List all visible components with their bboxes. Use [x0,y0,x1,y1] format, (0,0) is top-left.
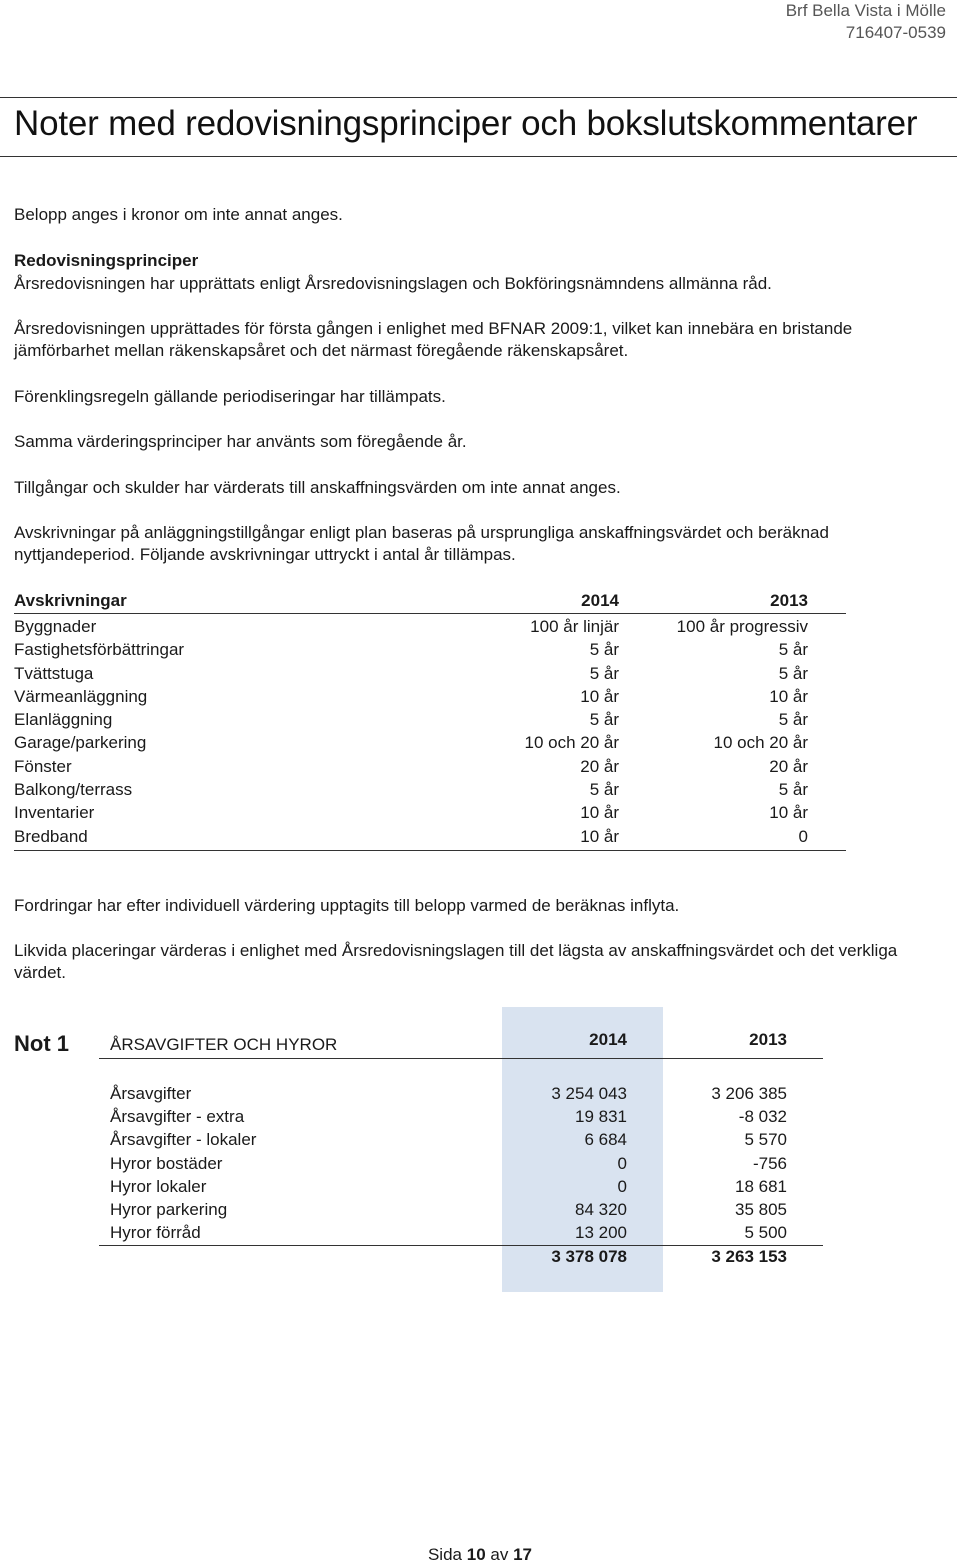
principles-heading: Redovisningsprinciper [14,251,199,270]
assets-text: Tillgångar och skulder har värderats till anskaffningsvärden om inte annat anges. [14,478,621,497]
row-2013: 3 206 385 [711,1084,787,1103]
company-header [786,0,946,44]
row-2014: 10 och 20 år [524,733,619,753]
row-label: Hyror parkering [110,1200,228,1219]
depreciation-text: Avskrivningar på anläggningstillgångar enligt plan baseras på ursprungliga anskaffningsvärdet och beräknad nyttjandeperiod. Följande avskrivningar uttryckt i antal år tillämpas. [14,523,829,564]
depreciation-header-2014: 2014 [581,591,619,610]
note-header-2014: 2014 [589,1030,627,1049]
row-2013: -8 032 [738,1107,787,1126]
org-number: 716407-0539 [845,23,946,42]
row-label: Balkong/terrass [14,780,133,800]
row-label: Årsavgifter - extra [110,1107,245,1126]
row-label: Fönster [14,756,72,776]
row-2013: 35 805 [735,1200,787,1219]
row-2014: 10 år [580,686,619,706]
depreciation-header-label: Avskrivningar [14,591,127,610]
table-row [110,1105,823,1128]
page-title: Noter med redovisningsprinciper och bokslutskommentarer [14,104,918,143]
row-2014: 19 831 [575,1107,627,1126]
row-2014: 6 684 [584,1130,627,1149]
row-2014: 10 år [580,803,619,823]
row-label: Hyror lokaler [110,1177,207,1196]
table-row [110,1152,823,1175]
table-row [14,615,846,638]
row-2013: 5 570 [744,1130,787,1149]
page-current: 10 [466,1545,486,1564]
row-2013: 5 500 [744,1223,787,1242]
row-2014: 3 254 043 [551,1084,627,1103]
company-name: Brf Bella Vista i Mölle [785,1,946,20]
total-row [110,1245,823,1268]
bfnar-text: Årsredovisningen upprättades för första gången i enlighet med BFNAR 2009:1, vilket kan innebära en bristande jämförbarhet mellan räkenskapsåret och det närmast föregående räkenskapsåret. [14,319,853,360]
table-row [110,1128,823,1151]
table-row [110,1198,823,1221]
table-row [14,778,846,801]
depreciation-table [14,589,846,851]
row-label: Garage/parkering [14,733,147,753]
row-2014: 0 [617,1177,627,1196]
table-row [110,1175,823,1198]
total-2013: 3 263 153 [711,1247,787,1266]
row-2014: 0 [617,1154,627,1173]
row-label: Årsavgifter - lokaler [110,1130,257,1149]
row-2014: 100 år linjär [530,617,619,636]
row-label: Inventarier [14,803,95,823]
row-2014: 20 år [580,756,619,776]
row-2013: 18 681 [735,1177,787,1196]
note-title: ÅRSAVGIFTER OCH HYROR [110,1035,338,1054]
table-row [14,662,846,685]
row-2013: 5 år [778,780,808,800]
row-label: Byggnader [14,617,97,636]
row-label: Hyror bostäder [110,1154,223,1173]
row-2013: 5 år [778,663,808,683]
receivables-text: Fordringar har efter individuell värdering upptagits till belopp varmed de beräknas inflyta. [14,896,680,915]
simplification-text: Förenklingsregeln gällande periodiseringar har tillämpats. [14,387,446,406]
page-footer [0,1545,960,1565]
liquid-text: Likvida placeringar värderas i enlighet med Årsredovisningslagen till det lägsta av anskaffningsvärdet och det verkliga värdet. [14,941,898,982]
principles-text: Årsredovisningen har upprättats enligt Årsredovisningslagen och Bokföringsnämndens allmänna råd. [14,274,772,293]
amounts-note: Belopp anges i kronor om inte annat anges. [14,205,343,224]
depreciation-table-body [14,614,846,851]
row-2014: 5 år [589,640,619,660]
row-2013: 5 år [778,640,808,660]
table-row [14,755,846,778]
row-2014: 5 år [589,663,619,683]
row-label: Elanläggning [14,710,113,730]
row-label: Årsavgifter [110,1084,192,1103]
row-2013: 10 år [769,803,808,823]
row-2013: 0 [798,826,808,846]
table-row [110,1082,823,1105]
row-2013: 20 år [769,756,808,776]
note-number: Not 1 [14,1031,69,1056]
row-2014: 5 år [589,710,619,730]
valuation-text: Samma värderingsprinciper har använts som föregående år. [14,432,467,451]
table-row [14,708,846,731]
table-row [14,825,846,848]
total-2014: 3 378 078 [551,1247,627,1266]
table-row [14,731,846,754]
depreciation-table-header [14,589,846,614]
note-header-rule [99,1058,823,1059]
page-separator: av [490,1545,509,1564]
row-2014: 84 320 [575,1200,627,1219]
row-label: Tvättstuga [14,663,94,683]
table-row [14,685,846,708]
row-label: Fastighetsförbättringar [14,640,185,660]
row-2014: 5 år [589,780,619,800]
row-2014: 13 200 [575,1223,627,1242]
note-header-2013: 2013 [749,1030,787,1049]
table-row [14,801,846,824]
page-total: 17 [513,1545,533,1564]
depreciation-header-2013: 2013 [770,591,808,610]
table-row [110,1221,823,1244]
row-2013: 100 år progressiv [676,617,808,636]
row-label: Bredband [14,826,88,846]
row-2013: 5 år [778,710,808,730]
row-2014: 10 år [580,826,619,846]
row-2013: 10 år [769,686,808,706]
row-label: Värmeanläggning [14,686,148,706]
table-row [14,638,846,661]
title-top-rule [0,97,957,98]
page-prefix: Sida [427,1545,462,1564]
row-2013: 10 och 20 år [713,733,808,753]
row-label: Hyror förråd [110,1223,201,1242]
title-bottom-rule [0,156,957,157]
row-2013: -756 [752,1154,787,1173]
